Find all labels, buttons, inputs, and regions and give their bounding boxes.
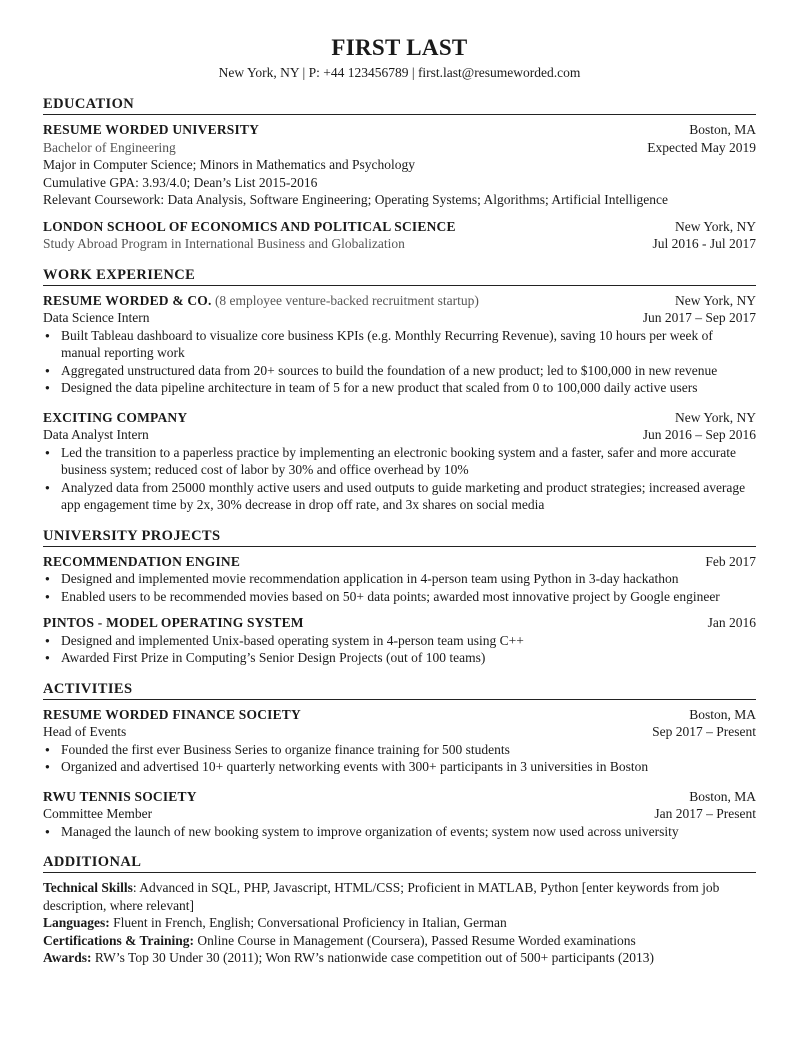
activity-role: Committee Member [43, 806, 153, 821]
bullet-item: ● Designed and implemented movie recommendation application in 4-person team using Python in 3-day hackathon [43, 570, 756, 588]
additional-label: Languages: [43, 915, 110, 930]
job-title: Data Science Intern [43, 310, 150, 325]
company-location: New York, NY [674, 409, 756, 425]
education-entry [43, 218, 756, 253]
bullet-list [43, 741, 756, 776]
job-dates: Jun 2016 – Sep 2016 [642, 427, 756, 442]
education-detail: Cumulative GPA: 3.93/4.0; Dean’s List 2015-2016 [43, 174, 318, 190]
school-location: New York, NY [674, 218, 756, 234]
activity-entry [43, 788, 756, 841]
school-location: Boston, MA [689, 122, 756, 137]
bullet-item: ● Built Tableau dashboard to visualize core business KPIs (e.g. Monthly Recurring Revenue), saving 10 hours per week of manual reporting work [43, 327, 756, 362]
bullet-item: ● Enabled users to be recommended movies based on 50+ data points; awarded most innovative project by Google engineer [43, 588, 756, 606]
program: Study Abroad Program in International Business and Globalization [43, 236, 405, 251]
additional-text: Fluent in French, English; Conversational Proficiency in Italian, German [113, 915, 507, 930]
job-dates: Jun 2017 – Sep 2017 [642, 310, 756, 325]
bullet-item: ● Founded the first ever Business Series to organize finance training for 500 students [43, 741, 756, 759]
additional-item-languages [43, 914, 756, 932]
section-title-projects: UNIVERSITY PROJECTS [43, 527, 756, 547]
additional-label: Technical Skills [43, 880, 133, 895]
project-entry [43, 553, 756, 606]
additional-label: Awards: [43, 950, 92, 965]
organization-name: RWU TENNIS SOCIETY [43, 788, 197, 804]
activity-dates: Sep 2017 – Present [652, 724, 756, 739]
project-date: Jan 2016 [707, 615, 756, 630]
section-title-work: WORK EXPERIENCE [43, 266, 756, 286]
bullet-list [43, 327, 756, 397]
contact-line: New York, NY | P: +44 123456789 | first.last@resumeworded.com [218, 65, 581, 80]
organization-location: Boston, MA [689, 788, 756, 804]
bullet-item: ● Managed the launch of new booking system to improve organization of events; system now used across university [43, 823, 756, 841]
bullet-list [43, 823, 756, 841]
bullet-item: ● Organized and advertised 10+ quarterly networking events with 300+ participants in 3 universities in Boston [43, 758, 756, 776]
additional-item-technical-skills [43, 879, 756, 914]
additional-text: Online Course in Management (Coursera), Passed Resume Worded examinations [197, 932, 636, 948]
education-detail: Major in Computer Science; Minors in Mathematics and Psychology [43, 157, 415, 172]
graduation-date: Expected May 2019 [647, 139, 756, 155]
project-name: RECOMMENDATION ENGINE [43, 553, 241, 569]
work-entry [43, 292, 756, 397]
bullet-list [43, 570, 756, 605]
project-date: Feb 2017 [705, 553, 756, 569]
additional-item-certifications [43, 932, 756, 950]
additional-item-awards [43, 949, 756, 967]
bullet-item: ● Designed the data pipeline architecture in team of 5 for a new product that scaled from 0 to 100,000 daily active users [43, 379, 756, 397]
company-location: New York, NY [674, 292, 756, 308]
organization-name: RESUME WORDED FINANCE SOCIETY [43, 706, 301, 722]
work-entry [43, 409, 756, 514]
section-title-education: EDUCATION [43, 95, 756, 115]
company-note: (8 employee venture-backed recruitment startup) [214, 292, 479, 308]
section-title-activities: ACTIVITIES [43, 680, 756, 700]
education-entry [43, 121, 756, 209]
degree: Bachelor of Engineering [43, 139, 176, 155]
bullet-list [43, 444, 756, 514]
school-name: RESUME WORDED UNIVERSITY [43, 122, 260, 137]
education-detail: Relevant Coursework: Data Analysis, Software Engineering; Operating Systems; Algorithms; Artificial Intelligence [43, 192, 668, 207]
project-entry [43, 614, 756, 667]
job-title: Data Analyst Intern [43, 427, 149, 442]
additional-separator: : [132, 880, 140, 895]
company-name: RESUME WORDED & CO. [43, 292, 212, 308]
bullet-item: ● Designed and implemented Unix-based operating system in 4-person team using C++ [43, 632, 756, 650]
bullet-item: ● Aggregated unstructured data from 20+ sources to build the foundation of a new product; led to $100,000 in new revenue [43, 362, 756, 380]
section-title-additional: ADDITIONAL [43, 853, 756, 873]
candidate-name: FIRST LAST [331, 35, 468, 60]
program-date: Jul 2016 - Jul 2017 [652, 236, 756, 251]
company-name: EXCITING COMPANY [43, 409, 188, 425]
project-name: PINTOS - MODEL OPERATING SYSTEM [43, 615, 304, 630]
bullet-list [43, 632, 756, 667]
bullet-item: ● Led the transition to a paperless practice by implementing an electronic booking system and a faster, safer and more accurate business system; reduced cost of labor by 30% and office overhead by 10% [43, 444, 756, 479]
activity-dates: Jan 2017 – Present [654, 806, 756, 821]
school-name: LONDON SCHOOL OF ECONOMICS AND POLITICAL SCIENCE [43, 218, 456, 234]
bullet-item: ● Awarded First Prize in Computing’s Senior Design Projects (out of 100 teams) [43, 649, 756, 667]
activity-role: Head of Events [43, 724, 127, 739]
additional-label: Certifications & Training: [43, 932, 194, 948]
organization-location: Boston, MA [689, 706, 756, 722]
activity-entry [43, 706, 756, 776]
additional-text: RW’s Top 30 Under 30 (2011); Won RW’s nationwide case competition out of 500+ participants (2013) [94, 950, 654, 965]
bullet-item: ● Analyzed data from 25000 monthly active users and used outputs to guide marketing and product strategies; increased average app engagement time by 2x, 30% decrease in drop off rate, and 3x shares on social media [43, 479, 756, 514]
additional-text: Advanced in SQL, PHP, Javascript, HTML/CSS; Proficient in MATLAB, Python [enter keywords from job description, where relevant] [43, 880, 720, 913]
